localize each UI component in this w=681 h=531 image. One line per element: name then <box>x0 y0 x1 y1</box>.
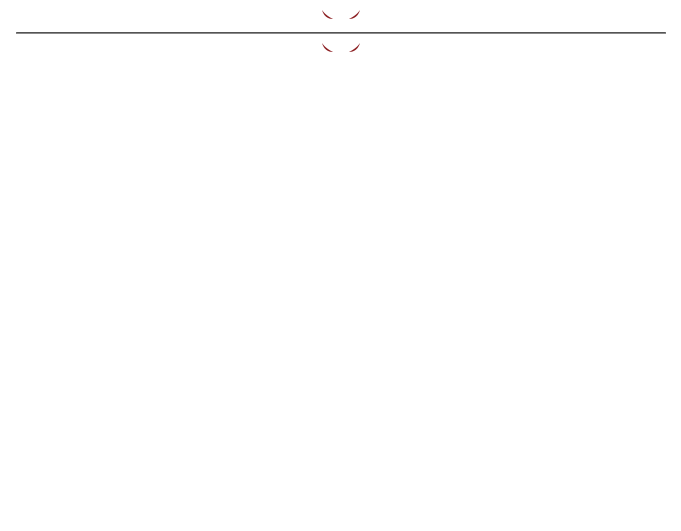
swoosh-right-icon <box>347 42 361 54</box>
swoosh-right-icon <box>347 9 361 21</box>
action-words-sheet <box>16 32 666 34</box>
brand-footer <box>0 38 681 58</box>
swoosh-left-icon <box>321 9 335 21</box>
swoosh-left-icon <box>321 42 335 54</box>
brand-header <box>0 5 681 25</box>
